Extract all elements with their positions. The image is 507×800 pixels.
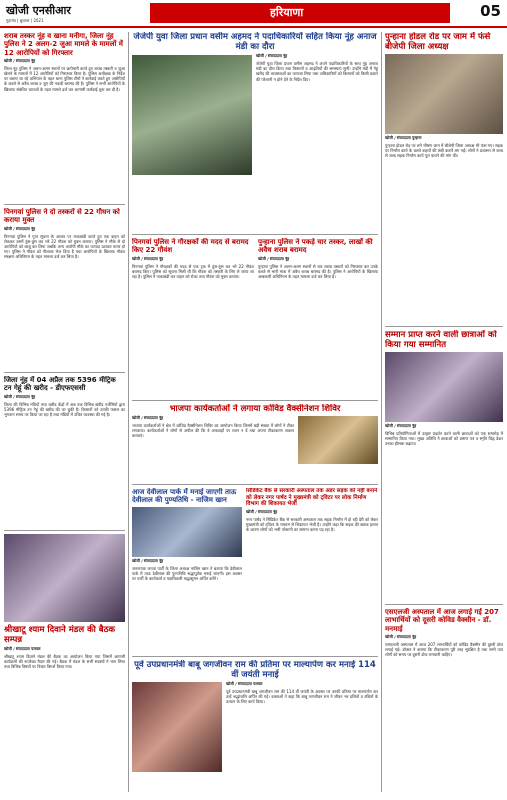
headline: सिंडिकेट बैंक से सरकारी अस्पताल तक अंडर सड़क को नहीं बनाने को लेकर नगर पार्षद ने मुख्यमंत्री को ट्विटर पर लोक निर्माण विभाग की शिकायत भेजी xyxy=(246,488,378,508)
article-left-4 xyxy=(4,534,125,794)
article-body: एसएलजी अस्पताल में आज 207 लाभार्थियों को कोविड वैक्सीन की दूसरी डोज लगाई गई। डॉक्टर ने बताया कि टीकाकरण पूरी तरह सुरक्षित है तथा सभी पात्र लोगों को समय पर दूसरी डोज लगवानी चाहिए। xyxy=(385,641,503,658)
dateline: खोजी / संवाददाता नूंह xyxy=(385,423,417,429)
devilal-photo xyxy=(132,507,242,557)
page-number: 05 xyxy=(480,2,501,20)
article-body: पुन्हाना पुलिस ने अलग-अलग स्थानों से चार शराब तस्करों को गिरफ्तार कर उनके कब्जे से भारी मात्रा में अवैध शराब बरामद की है। पुलिस ने आरोपियों के खिलाफ आबकारी अधिनियम के तहत मामला दर्ज कर लिया है। xyxy=(258,263,378,279)
brand-subline: गुड़गांव | बुधवार | 2021 xyxy=(6,18,44,23)
dateline: खोजी / संवाददाता नूंह xyxy=(385,634,417,640)
headline: भाजपा कार्यकर्ताओं ने लगाया कोविड वैक्सीनेशन शिविर xyxy=(169,404,341,414)
article-body: श्रीखाटू श्याम दिवाने मंडल की बैठक का आयोजन किया गया जिसमें आगामी कार्यक्रमों की रूपरेखा तैयार की गई। बैठक में मंडल के सभी सदस्यों ने भाग लिया तथा विभिन्न विषयों पर विचार विमर्श किया गया। xyxy=(4,654,125,670)
students-honour-photo xyxy=(385,352,503,422)
article-body: नगर पार्षद ने सिंडिकेट बैंक से सरकारी अस्पताल तक सड़क निर्माण में हो रही देरी को लेकर मुख्यमंत्री को ट्विटर के माध्यम से शिकायत भेजी है। उन्होंने कहा कि सड़क की खराब हालत के कारण लोगों को भारी परेशानी का सामना करना पड़ रहा है। xyxy=(246,516,378,532)
dateline: खोजी / संवाददाता पलवल xyxy=(4,646,41,652)
article-body: जिला नूंह पुलिस ने अलग-अलग स्थानों पर छापेमारी करते हुए शराब तस्करी व जुआ खेलने के मामलों में 12 आरोपियों को गिरफ्तार किया है। पुलिस अधीक्षक के निर्देश पर चलाए जा रहे अभियान के तहत थाना पुलिस टीमों ने कार्रवाई करते हुए आरोपियों के कब्जे से अवैध शराब व जुए की नकदी बरामद की है। पुलिस ने सभी आरोपियों के खिलाफ संबंधित धाराओं के तहत मामले दर्ज कर आगामी कार्रवाई शुरू कर दी है। xyxy=(4,65,125,92)
article-center-7 xyxy=(132,660,378,796)
article-center-2 xyxy=(132,238,254,398)
article-left-2 xyxy=(4,208,125,368)
headline: पूर्व उपप्रधानमंत्री बाबू जगजीवन राम की प्रतिमा पर माल्यार्पण कर मनाई 114 वीं जयंती मनाई xyxy=(134,660,376,681)
headline: जेजेपी युवा जिला प्रधान वसीम अहमद ने पदाधिकारियों सहित किया नूंह अनाज मंडी का दौरा xyxy=(133,32,377,53)
article-center-1 xyxy=(132,32,378,232)
traffic-jam-photo xyxy=(385,54,503,134)
article-center-3 xyxy=(258,238,378,398)
meeting-photo xyxy=(4,534,125,622)
article-body: भाजपा कार्यकर्ताओं ने क्षेत्र में कोविड वैक्सीनेशन शिविर का आयोजन किया जिसमें बड़ी संख्या में लोगों ने टीका लगवाया। कार्यकर्ताओं ने लोगों से अपील की कि वे अफवाहों पर ध्यान न दें तथा अपना टीकाकरण अवश्य करवाएं। xyxy=(132,422,294,439)
section-title: हरियाणा xyxy=(270,6,304,19)
brand-name: खोजी एनसीआर xyxy=(6,4,71,17)
headline: श्रीखाटू श्याम दिवाने मंडल की बैठक सम्पन्न xyxy=(4,625,116,646)
article-center-6 xyxy=(246,488,378,653)
dateline: खोजी / संवाददाता नूंह xyxy=(246,508,278,514)
article-center-5 xyxy=(132,488,242,653)
mandi-visit-photo xyxy=(132,55,252,175)
article-body: जननायक जनता पार्टी के जिला अध्यक्ष नाजिम खान ने बताया कि देवीलाल पार्क में ताऊ देवीलाल की पुण्यतिथि श्रद्धापूर्वक मनाई जाएगी। इस अवसर पर पार्टी के कार्यकर्ता व पदाधिकारी श्रद्धासुमन अर्पित करेंगे। xyxy=(132,565,242,581)
headline: पुन्हाना पुलिस ने पकड़े चार तस्कर, लाखों की अवैध शराब बरामद xyxy=(258,238,373,255)
dateline: खोजी / संवाददाता पलवल xyxy=(226,681,263,687)
jagjivan-ram-photo xyxy=(132,682,222,772)
dateline: खोजी / संवाददाता नूंह xyxy=(258,255,290,261)
dateline: खोजी / संवाददाता पुन्हाना xyxy=(385,135,422,141)
vaccination-camp-photo xyxy=(298,416,378,464)
headline: पुन्हाना होडल रोड पर जाम में फंसे बीजेपी जिला अध्यक्ष xyxy=(385,32,491,53)
article-body: पुन्हाना होडल रोड पर लगे भीषण जाम में बीजेपी जिला अध्यक्ष भी फंस गए। सड़क पर निर्माण कार्य के चलते वाहनों की लंबी कतारें लग गईं। लोगों ने प्रशासन से जल्द से जल्द सड़क निर्माण कार्य पूरा कराने की मांग की। xyxy=(385,143,503,159)
headline: आज देवीलाल पार्क में मनाई जाएगी ताऊ देवीलाल की पुण्यतिथि - नाजिम खान xyxy=(132,488,237,505)
headline: पिनगवां पुलिस ने दो तस्करों से 22 गौधन को कराया मुक्त xyxy=(4,208,120,225)
headline: शराब तस्कर नूंह व खाना मनीगा, जिला नूंह पुलिस ने 2 अलग-2 जुआ मामले के मामलों में 12 आरोपियों को गिरफ्तार xyxy=(4,32,123,57)
dateline: खोजी / संवाददाता नूंह xyxy=(256,53,288,59)
headline: एसएलजी अस्पताल में आज लगाई गई 207 लाभार्थियों को दूसरी कोविड वैक्सीन - डॉ. मनमाई xyxy=(385,608,499,633)
masthead xyxy=(0,0,507,28)
article-body: जिला की विभिन्न मंडियों तथा खरीद केंद्रों में अब तक विभिन्न खरीद एजेंसियों द्वारा 5396 मीट्रिक टन गेहूं की खरीद की जा चुकी है। किसानों को उनकी फसल का भुगतान समय पर किया जा रहा है तथा मंडियों में उचित व्यवस्था की गई है। xyxy=(4,401,125,417)
article-right-3 xyxy=(385,608,503,796)
article-left-1 xyxy=(4,32,125,202)
article-body: विभिन्न प्रतियोगिताओं में उत्कृष्ट प्रदर्शन करने वाली छात्राओं को एक समारोह में सम्मानित किया गया। मुख्य अतिथि ने छात्राओं को प्रमाण पत्र व स्मृति चिह्न देकर उनका हौसला बढ़ाया। xyxy=(385,431,503,447)
article-body: पिनगवां पुलिस ने गुप्त सूचना के आधार पर नाकाबंदी करते हुए एक वाहन को रोककर उसमें ठूंस-ठूंस कर भरे 22 गौवंश को मुक्त कराया। पुलिस ने मौके से दो आरोपियों को काबू कर लिया जबकि अन्य आरोपी मौके का फायदा उठाकर फरार हो गए। पुलिस ने गौवंश को गौशाला भेज दिया है तथा आरोपियों के खिलाफ गौवंश संरक्षण अधिनियम के तहत मामला दर्ज कर लिया है। xyxy=(4,233,125,260)
headline: पिनगवां पुलिस ने गौरक्षकों की मदद से बरामद किए 22 गौवंश xyxy=(132,238,249,255)
article-center-4 xyxy=(132,404,378,482)
section-banner xyxy=(150,3,450,23)
dateline: खोजी / संवाददाता नूंह xyxy=(132,557,164,563)
dateline: खोजी / संवाददाता नूंह xyxy=(4,58,36,64)
dateline: खोजी / संवाददाता नूंह xyxy=(132,415,164,421)
article-body: पिनगवां पुलिस ने गौरक्षकों की मदद से एक ट्रक में ठूंस-ठूंस कर भरे 22 गौवंश बरामद किए। पुलिस को सूचना मिली थी कि गौवंश को तस्करी के लिए ले जाया जा रहा है। पुलिस ने नाकाबंदी कर वाहन को रोका तथा गौवंश को मुक्त कराया। xyxy=(132,263,254,279)
article-body: जेजेपी युवा जिला प्रधान वसीम अहमद ने अपने पदाधिकारियों के साथ नूंह अनाज मंडी का दौरा किया तथा किसानों व आढ़तियों की समस्याएं सुनीं। उन्होंने मंडी में गेहूं खरीद की व्यवस्थाओं का जायजा लिया तथा अधिकारियों को किसानों को किसी प्रकार की परेशानी न होने देने के निर्देश दिए। xyxy=(256,61,378,82)
article-right-2 xyxy=(385,330,503,600)
headline: जिला नूंह में 04 अप्रैल तक 5396 मीट्रिक टन गेहूं की खरीद - डीएफएससी xyxy=(4,376,116,393)
headline: सम्मान प्राप्त करने वाली छात्राओं को किया गया सम्मानित xyxy=(385,330,497,351)
dateline: खोजी / संवाददाता नूंह xyxy=(4,393,36,399)
article-left-3 xyxy=(4,376,125,526)
dateline: खोजी / संवाददाता नूंह xyxy=(132,255,164,261)
dateline: खोजी / संवाददाता नूंह xyxy=(4,225,36,231)
article-body: पूर्व उपप्रधानमंत्री बाबू जगजीवन राम की 114 वीं जयंती के अवसर पर उनकी प्रतिमा पर माल्यार्पण कर उन्हें श्रद्धांजलि अर्पित की गई। वक्ताओं ने कहा कि बाबू जगजीवन राम ने जीवन भर दलितों व वंचितों के उत्थान के लिए कार्य किया। xyxy=(226,689,378,705)
article-right-1 xyxy=(385,32,503,322)
